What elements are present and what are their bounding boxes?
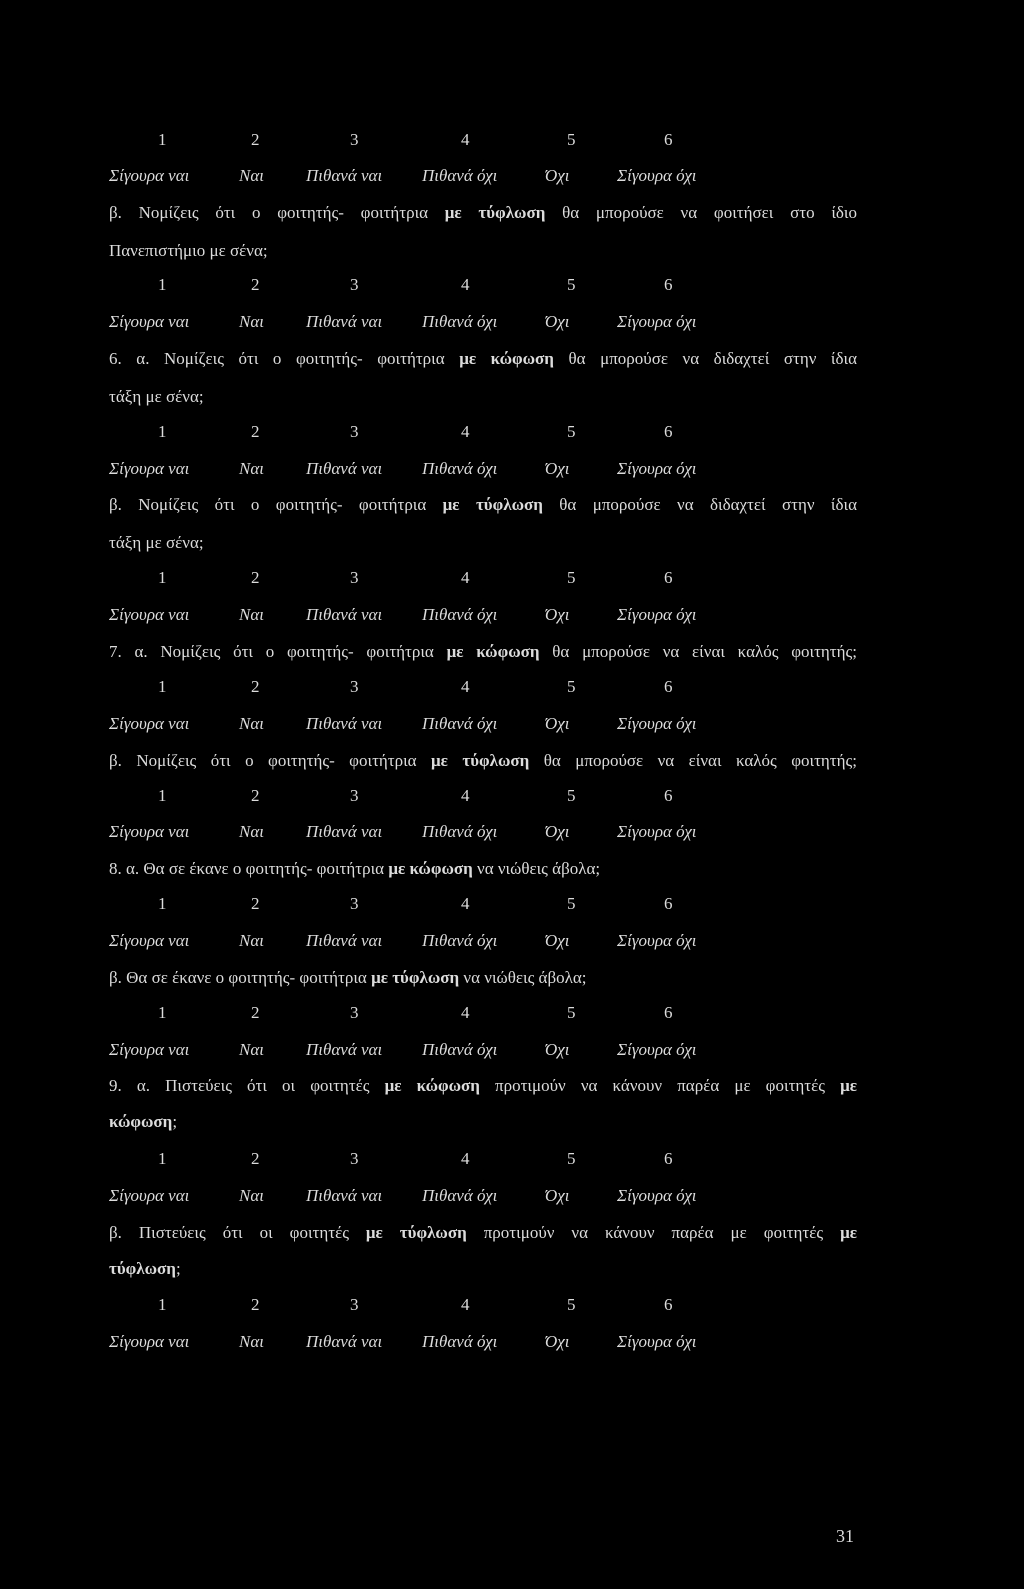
scale-label: Σίγουρα ναι: [109, 1040, 190, 1059]
scale-label: Σίγουρα ναι: [109, 605, 190, 624]
scale-numbers: [0, 128, 1024, 152]
scale-number: 4: [461, 275, 470, 294]
scale-labels: [0, 310, 1024, 334]
scale-label: Όχι: [545, 166, 570, 185]
scale-label: Σίγουρα ναι: [109, 166, 190, 185]
scale-label: Πιθανά όχι: [422, 1040, 498, 1059]
scale-number: 5: [567, 1003, 576, 1022]
scale-number: 5: [567, 786, 576, 805]
scale-number: 1: [158, 1003, 167, 1022]
scale-labels: [0, 1330, 1024, 1354]
scale-label: Σίγουρα ναι: [109, 714, 190, 733]
scale-number: 3: [350, 422, 359, 441]
scale-label: Ναι: [239, 822, 264, 841]
scale-number: 6: [664, 275, 673, 294]
scale-label: Πιθανά όχι: [422, 1332, 498, 1351]
scale-number: 3: [350, 894, 359, 913]
scale-number: 5: [567, 568, 576, 587]
question-7a: 7. α. Νομίζεις ότι ο φοιτητής- φοιτήτρια με κώφωση θα μπορούσε να είναι καλός φοιτητής;: [109, 642, 857, 661]
scale-label: Πιθανά όχι: [422, 605, 498, 624]
scale-numbers: [0, 566, 1024, 590]
scale-number: 1: [158, 786, 167, 805]
scale-label: Σίγουρα ναι: [109, 1332, 190, 1351]
scale-labels: [0, 929, 1024, 953]
scale-number: 6: [664, 422, 673, 441]
scale-labels: [0, 1184, 1024, 1208]
question-9b-line2: τύφλωση;: [109, 1259, 181, 1278]
scale-number: 3: [350, 1295, 359, 1314]
scale-labels: [0, 1038, 1024, 1062]
scale-label: Ναι: [239, 1186, 264, 1205]
scale-number: 5: [567, 677, 576, 696]
scale-number: 4: [461, 677, 470, 696]
scale-number: 3: [350, 130, 359, 149]
scale-label: Πιθανά όχι: [422, 931, 498, 950]
scale-label: Σίγουρα όχι: [617, 312, 697, 331]
scale-label: Πιθανά ναι: [306, 714, 383, 733]
scale-number: 4: [461, 422, 470, 441]
scale-label: Ναι: [239, 1332, 264, 1351]
scale-number: 5: [567, 130, 576, 149]
question-9a-line1: 9. α. Πιστεύεις ότι οι φοιτητές με κώφωση προτιμούν να κάνουν παρέα με φοιτητές με: [109, 1076, 857, 1095]
scale-number: 3: [350, 568, 359, 587]
scale-number: 2: [251, 422, 260, 441]
scale-numbers: [0, 273, 1024, 297]
scale-numbers: [0, 892, 1024, 916]
scale-label: Πιθανά όχι: [422, 714, 498, 733]
scale-number: 4: [461, 1149, 470, 1168]
scale-label: Πιθανά όχι: [422, 166, 498, 185]
scale-numbers: [0, 420, 1024, 444]
scale-label: Πιθανά ναι: [306, 1332, 383, 1351]
question-8b: β. Θα σε έκανε ο φοιτητής- φοιτήτρια με τύφλωση να νιώθεις άβολα;: [109, 968, 587, 987]
scale-label: Ναι: [239, 166, 264, 185]
scale-number: 6: [664, 1003, 673, 1022]
scale-number: 6: [664, 130, 673, 149]
question-5b-line1: β. Νομίζεις ότι ο φοιτητής- φοιτήτρια με τύφλωση θα μπορούσε να φοιτήσει στο ίδιο: [109, 203, 857, 222]
scale-label: Πιθανά ναι: [306, 822, 383, 841]
scale-numbers: [0, 784, 1024, 808]
scale-number: 4: [461, 894, 470, 913]
scale-label: Όχι: [545, 312, 570, 331]
scale-number: 1: [158, 894, 167, 913]
scale-number: 2: [251, 894, 260, 913]
scale-number: 6: [664, 677, 673, 696]
question-9a-line2: κώφωση;: [109, 1112, 178, 1131]
question-6b-line2: τάξη με σένα;: [109, 533, 204, 552]
scale-label: Πιθανά όχι: [422, 312, 498, 331]
scale-number: 6: [664, 1295, 673, 1314]
scale-label: Σίγουρα όχι: [617, 1040, 697, 1059]
scale-numbers: [0, 1147, 1024, 1171]
scale-number: 2: [251, 677, 260, 696]
scale-number: 2: [251, 1295, 260, 1314]
scale-label: Σίγουρα όχι: [617, 459, 697, 478]
scale-number: 6: [664, 786, 673, 805]
scale-label: Πιθανά ναι: [306, 312, 383, 331]
question-8a: 8. α. Θα σε έκανε ο φοιτητής- φοιτήτρια με κώφωση να νιώθεις άβολα;: [109, 859, 601, 878]
scale-label: Πιθανά όχι: [422, 822, 498, 841]
scale-number: 2: [251, 275, 260, 294]
scale-numbers: [0, 675, 1024, 699]
scale-number: 5: [567, 1295, 576, 1314]
scale-number: 2: [251, 1149, 260, 1168]
scale-label: Ναι: [239, 1040, 264, 1059]
page-number: 31: [836, 1526, 854, 1546]
scale-label: Όχι: [545, 459, 570, 478]
scale-label: Όχι: [545, 605, 570, 624]
scale-label: Σίγουρα όχι: [617, 1186, 697, 1205]
scale-number: 3: [350, 1149, 359, 1168]
question-6a-line2: τάξη με σένα;: [109, 387, 204, 406]
scale-number: 1: [158, 275, 167, 294]
scale-number: 4: [461, 786, 470, 805]
scale-number: 5: [567, 422, 576, 441]
scale-label: Σίγουρα ναι: [109, 931, 190, 950]
scale-label: Όχι: [545, 714, 570, 733]
question-6a-line1: 6. α. Νομίζεις ότι ο φοιτητής- φοιτήτρια με κώφωση θα μπορούσε να διδαχτεί στην ίδια: [109, 349, 858, 368]
scale-label: Ναι: [239, 714, 264, 733]
scale-labels: [0, 457, 1024, 481]
question-7b: β. Νομίζεις ότι ο φοιτητής- φοιτήτρια με τύφλωση θα μπορούσε να είναι καλός φοιτητής;: [109, 751, 857, 770]
scale-number: 6: [664, 894, 673, 913]
scale-labels: [0, 164, 1024, 188]
scale-number: 3: [350, 275, 359, 294]
question-5b-line2: Πανεπιστήμιο με σένα;: [109, 241, 268, 260]
scale-number: 2: [251, 1003, 260, 1022]
scale-label: Ναι: [239, 605, 264, 624]
scale-number: 1: [158, 677, 167, 696]
scale-label: Πιθανά όχι: [422, 459, 498, 478]
scale-number: 1: [158, 1295, 167, 1314]
scale-label: Σίγουρα ναι: [109, 312, 190, 331]
scale-number: 1: [158, 130, 167, 149]
scale-label: Σίγουρα όχι: [617, 714, 697, 733]
scale-labels: [0, 603, 1024, 627]
scale-label: Πιθανά ναι: [306, 166, 383, 185]
scale-label: Σίγουρα ναι: [109, 459, 190, 478]
scale-number: 5: [567, 275, 576, 294]
scale-number: 3: [350, 1003, 359, 1022]
scale-labels: [0, 712, 1024, 736]
scale-label: Πιθανά ναι: [306, 1186, 383, 1205]
scale-number: 3: [350, 677, 359, 696]
scale-number: 4: [461, 1295, 470, 1314]
scale-label: Πιθανά όχι: [422, 1186, 498, 1205]
scale-label: Πιθανά ναι: [306, 605, 383, 624]
scale-number: 4: [461, 130, 470, 149]
scale-number: 3: [350, 786, 359, 805]
scale-number: 6: [664, 568, 673, 587]
scale-number: 5: [567, 1149, 576, 1168]
scale-label: Όχι: [545, 931, 570, 950]
scale-number: 2: [251, 568, 260, 587]
scale-number: 5: [567, 894, 576, 913]
scale-number: 1: [158, 1149, 167, 1168]
scale-label: Όχι: [545, 822, 570, 841]
scale-numbers: [0, 1001, 1024, 1025]
scale-label: Ναι: [239, 312, 264, 331]
scale-number: 4: [461, 1003, 470, 1022]
scale-label: Σίγουρα ναι: [109, 822, 190, 841]
scale-label: Όχι: [545, 1040, 570, 1059]
scale-label: Σίγουρα όχι: [617, 822, 697, 841]
scale-label: Σίγουρα όχι: [617, 931, 697, 950]
scale-label: Όχι: [545, 1332, 570, 1351]
scale-label: Σίγουρα όχι: [617, 166, 697, 185]
scale-label: Σίγουρα όχι: [617, 605, 697, 624]
question-9b-line1: β. Πιστεύεις ότι οι φοιτητές με τύφλωση προτιμούν να κάνουν παρέα με φοιτητές με: [109, 1223, 857, 1242]
scale-label: Σίγουρα ναι: [109, 1186, 190, 1205]
scale-label: Όχι: [545, 1186, 570, 1205]
question-6b-line1: β. Νομίζεις ότι ο φοιτητής- φοιτήτρια με τύφλωση θα μπορούσε να διδαχτεί στην ίδια: [109, 495, 857, 514]
scale-number: 6: [664, 1149, 673, 1168]
scale-label: Πιθανά ναι: [306, 1040, 383, 1059]
scale-number: 2: [251, 130, 260, 149]
scale-label: Πιθανά ναι: [306, 931, 383, 950]
scale-label: Ναι: [239, 931, 264, 950]
scale-labels: [0, 820, 1024, 844]
scale-number: 4: [461, 568, 470, 587]
scale-label: Πιθανά ναι: [306, 459, 383, 478]
scale-numbers: [0, 1293, 1024, 1317]
scale-number: 1: [158, 422, 167, 441]
scale-label: Ναι: [239, 459, 264, 478]
scale-number: 2: [251, 786, 260, 805]
scale-number: 1: [158, 568, 167, 587]
scale-label: Σίγουρα όχι: [617, 1332, 697, 1351]
